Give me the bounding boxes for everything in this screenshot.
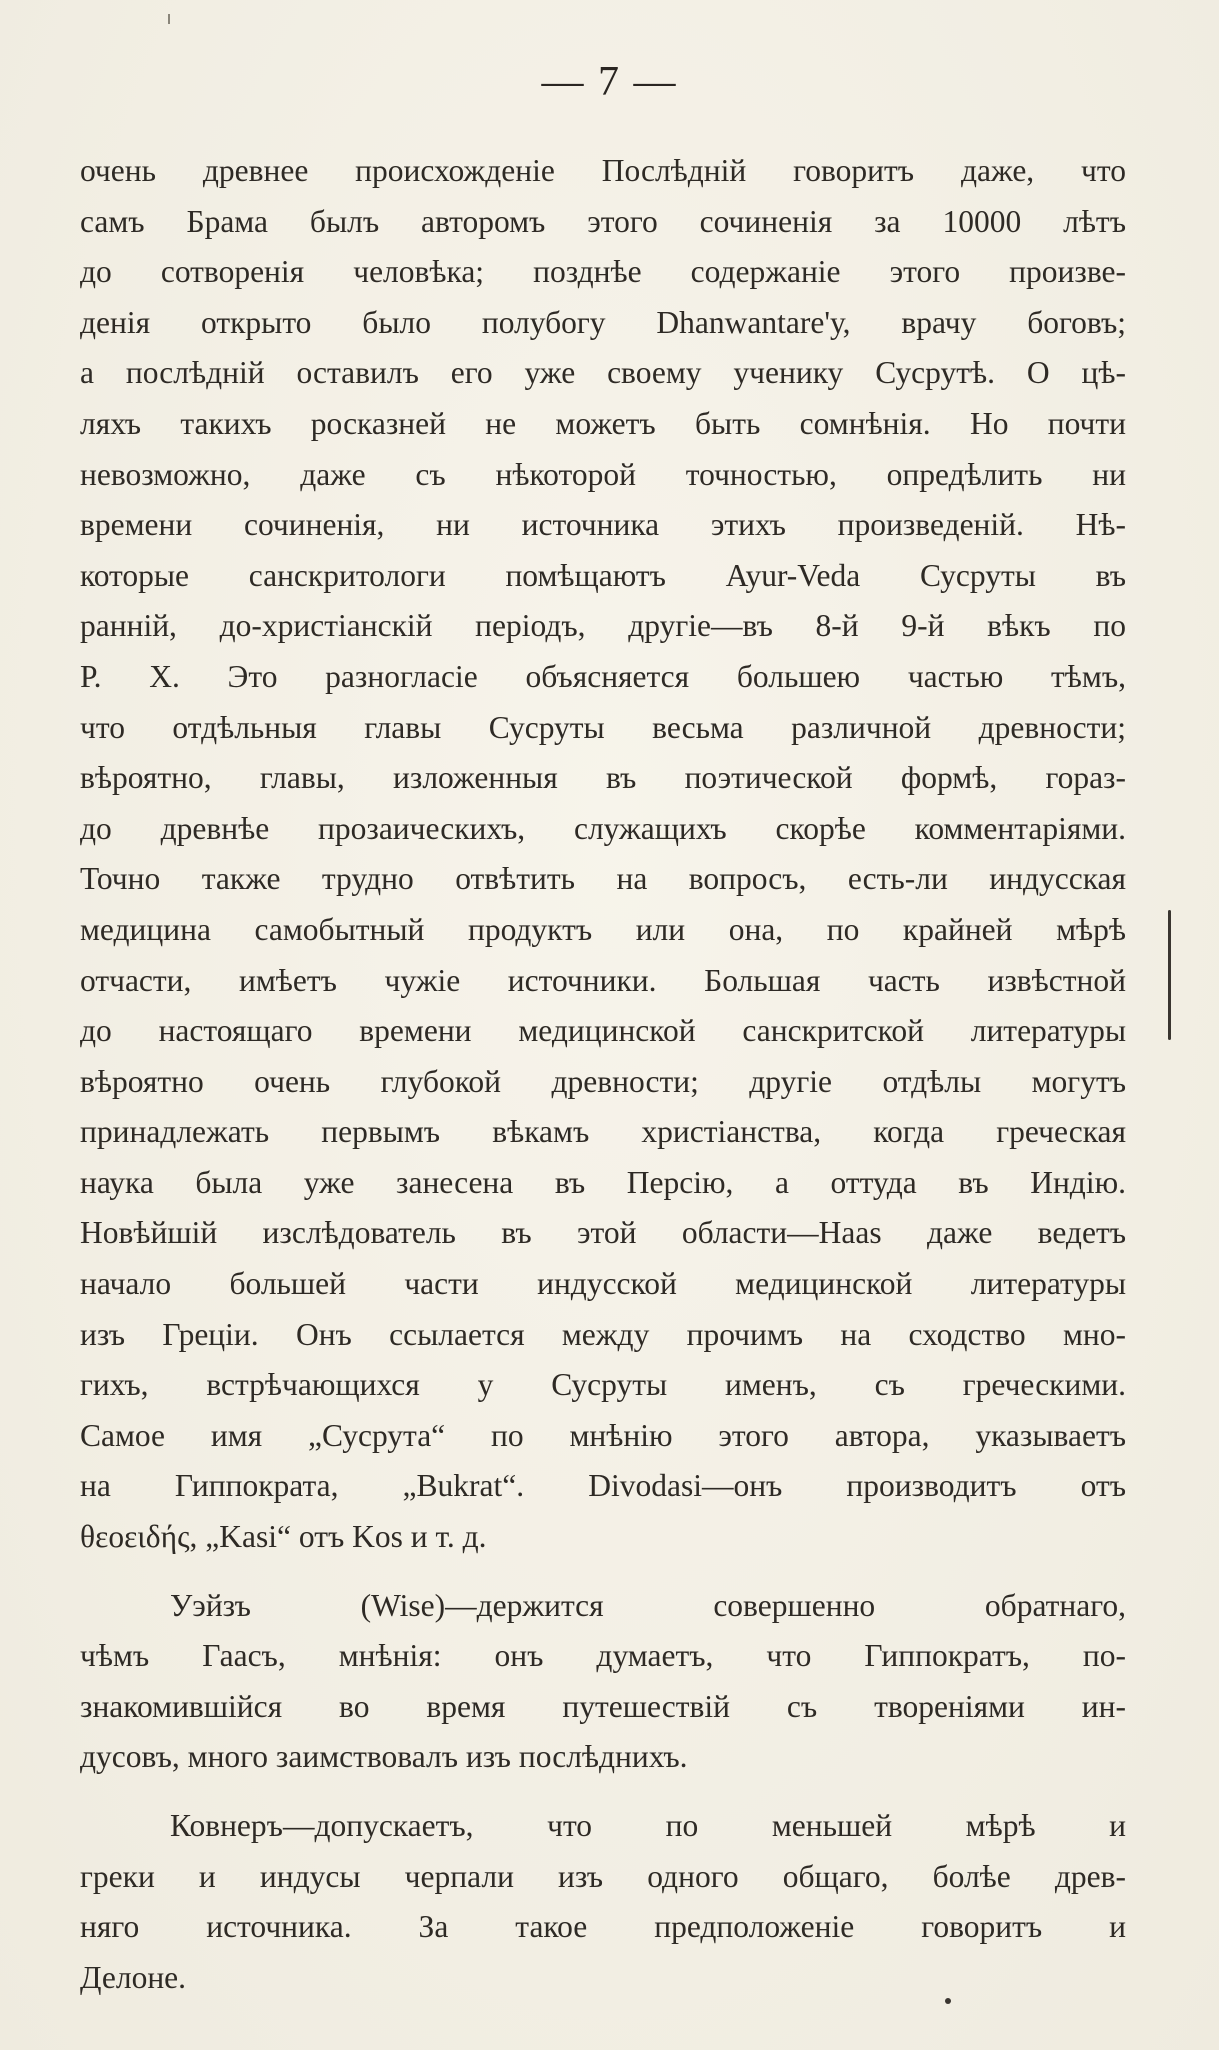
text-line: Уэйзъ (Wise)—держится совершенно обратнаго,	[170, 1587, 1126, 1623]
text-line: денія открыто было полубогу Dhanwantare'у, врачу боговъ;	[80, 304, 1126, 340]
text-line: медицина самобытный продуктъ или она, по крайней мѣрѣ	[80, 911, 1126, 947]
text-line: очень древнее происхожденіе Послѣдній говоритъ даже, что	[80, 153, 1126, 188]
text-line: а послѣдній оставилъ его уже своему ученику Сусрутѣ. О цѣ-	[80, 355, 1126, 391]
text-line: Ковнеръ—допускаетъ, что по меньшей мѣрѣ и	[170, 1808, 1126, 1843]
paragraph-1	[80, 146, 1126, 1563]
text-line: до древнѣе прозаическихъ, служащихъ скорѣе комментаріями.	[80, 810, 1126, 846]
text-line: знакомившійся во время путешествій съ твореніями ин-	[80, 1688, 1126, 1724]
text-line: гихъ, встрѣчающихся у Сусруты именъ, съ греческими.	[80, 1367, 1126, 1403]
text-line: θεοειδής, „Kasi“ отъ Kos и т. д.	[80, 1519, 487, 1555]
text-line: принадлежать первымъ вѣкамъ христіанства, когда греческая	[80, 1114, 1126, 1150]
text-line: дусовъ, много заимствовалъ изъ послѣднихъ.	[80, 1739, 688, 1775]
text-line: до настоящаго времени медицинской санскритской литературы	[80, 1013, 1126, 1049]
text-line: которые санскритологи помѣщаютъ Ayur-Veda Сусруты въ	[80, 557, 1126, 593]
text-line: ранній, до-христіанскій періодъ, другіе—въ 8-й 9-й вѣкъ по	[80, 608, 1126, 644]
text-line: отчасти, имѣетъ чужіе источники. Большая часть извѣстной	[80, 962, 1126, 998]
margin-pencil-line	[1168, 910, 1171, 1040]
paragraph-2	[80, 1581, 1126, 1783]
text-line: Новѣйшій изслѣдователь въ этой области—Haas даже ведетъ	[80, 1215, 1126, 1251]
paragraph-3	[80, 1801, 1126, 2003]
body-text	[80, 146, 1126, 2003]
text-line: чѣмъ Гаасъ, мнѣнія: онъ думаетъ, что Гиппократъ, по-	[80, 1638, 1126, 1674]
text-line: Самое имя „Сусрута“ по мнѣнію этого автора, указываетъ	[80, 1417, 1126, 1453]
ink-dot	[945, 1998, 951, 2004]
scan-mark	[168, 14, 170, 24]
text-line: до сотворенія человѣка; позднѣе содержаніе этого произве-	[80, 254, 1126, 290]
page-number: — 7 —	[541, 59, 678, 105]
text-line: что отдѣльныя главы Сусруты весьма различной древности;	[80, 709, 1126, 745]
text-line: няго источника. За такое предположеніе говоритъ и	[80, 1909, 1126, 1945]
text-line: Р. Х. Это разногласіе объясняется большею частью тѣмъ,	[80, 658, 1126, 694]
text-line: времени сочиненія, ни источника этихъ произведеній. Нѣ-	[80, 507, 1126, 543]
text-line: ляхъ такихъ росказней не можетъ быть сомнѣнія. Но почти	[80, 405, 1126, 441]
paragraph-gap	[80, 1563, 1126, 1581]
text-line: вѣроятно очень глубокой древности; другіе отдѣлы могутъ	[80, 1063, 1126, 1099]
text-line: изъ Греціи. Онъ ссылается между прочимъ на сходство мно-	[80, 1316, 1126, 1352]
text-line: самъ Брама былъ авторомъ этого сочиненія за 10000 лѣтъ	[80, 203, 1126, 239]
text-line: наука была уже занесена въ Персію, а оттуда въ Индію.	[80, 1164, 1126, 1200]
text-line: вѣроятно, главы, изложенныя въ поэтической формѣ, гораз-	[80, 760, 1126, 796]
text-line: невозможно, даже съ нѣкоторой точностью, опредѣлить ни	[80, 456, 1126, 492]
text-line: Точно также трудно отвѣтить на вопросъ, есть-ли индусская	[80, 861, 1126, 897]
text-line: Делоне.	[80, 1959, 187, 1995]
paragraph-gap	[80, 1783, 1126, 1801]
text-line: начало большей части индусской медицинской литературы	[80, 1266, 1126, 1302]
text-line: на Гиппократа, „Bukrat“. Divodasi—онъ производитъ отъ	[80, 1468, 1126, 1504]
text-line: греки и индусы черпали изъ одного общаго, болѣе древ-	[80, 1858, 1126, 1894]
